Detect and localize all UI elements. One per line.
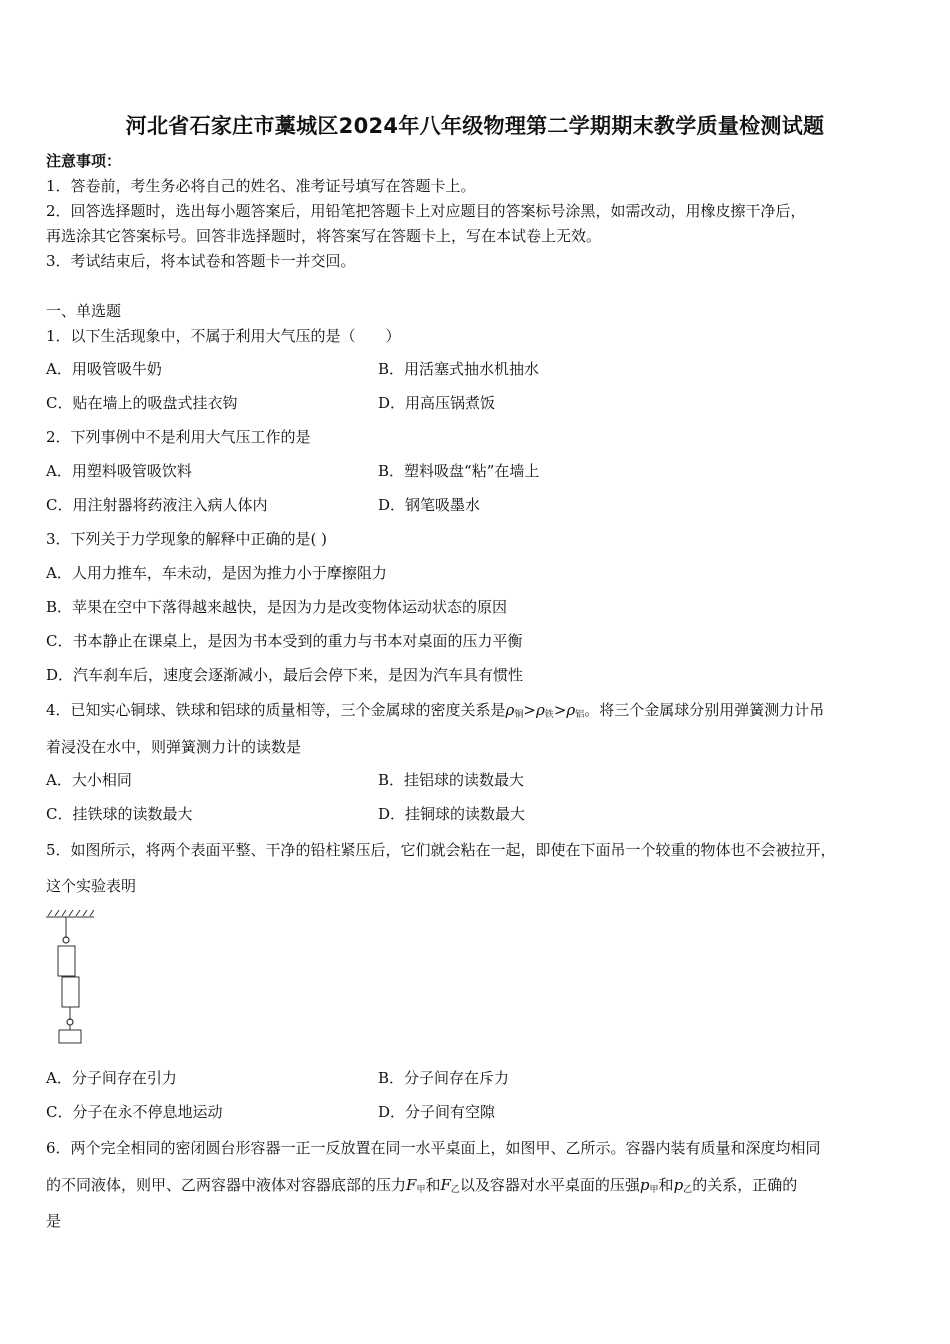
- question-stem-cont: 着浸没在水中，则弹簧测力计的读数是: [46, 738, 302, 756]
- option-c: C．挂铁球的读数最大: [46, 805, 193, 823]
- notice-item: 2．回答选择题时，选出每小题答案后，用铅笔把答题卡上对应题目的答案标号涂黑，如需改动，用橡皮擦干净后，: [46, 202, 806, 220]
- option-a: A．用吸管吸牛奶: [46, 360, 162, 378]
- option-a: A．用塑料吸管吸饮料: [46, 462, 192, 480]
- option-b: B．分子间存在斥力: [378, 1069, 510, 1087]
- option-b: B．挂铝球的读数最大: [378, 771, 525, 789]
- notice-item: 3．考试结束后，将本试卷和答题卡一并交回。: [46, 252, 356, 270]
- option-a: A．人用力推车，车未动，是因为推力小于摩擦阻力: [46, 564, 387, 582]
- option-b: B．塑料吸盘“粘”在墙上: [378, 462, 540, 480]
- question-stem: 1．以下生活现象中，不属于利用大气压的是（ ）: [46, 327, 401, 345]
- upper-lead-cylinder: [58, 946, 75, 976]
- question-stem-cont: 是: [46, 1212, 62, 1230]
- option-d: D．用高压锅煮饭: [378, 394, 496, 412]
- option-c: C．贴在墙上的吸盘式挂衣钩: [46, 394, 238, 412]
- option-a: A．分子间存在引力: [46, 1069, 177, 1087]
- option-c: C．书本静止在课桌上，是因为书本受到的重力与书本对桌面的压力平衡: [46, 632, 523, 650]
- section-heading: 一、单选题: [46, 302, 122, 320]
- question-stem: 6．两个完全相同的密闭圆台形容器一正一反放置在同一水平桌面上，如图甲、乙所示。容器内装有质量和深度均相同: [46, 1139, 821, 1157]
- option-c: C．用注射器将药液注入病人体内: [46, 496, 268, 514]
- option-d: D．分子间有空隙: [378, 1103, 496, 1121]
- question-stem: 3．下列关于力学现象的解释中正确的是( ): [46, 530, 328, 548]
- notice-item: 再选涂其它答案标号。回答非选择题时，将答案写在答题卡上，写在本试卷上无效。: [46, 227, 602, 245]
- question-stem-cont: 这个实验表明: [46, 877, 137, 895]
- option-d: D．钢笔吸墨水: [378, 496, 481, 514]
- ceiling-hatch: [46, 910, 94, 917]
- question-stem: 5．如图所示，将两个表面平整、干净的铅柱紧压后，它们就会粘在一起，即使在下面吊一个较重的物体也不会被拉开，: [46, 841, 836, 859]
- option-c: C．分子在永不停息地运动: [46, 1103, 223, 1121]
- option-b: B．用活塞式抽水机抽水: [378, 360, 540, 378]
- hanging-weight: [59, 1030, 81, 1043]
- lead-cylinders-figure: [44, 908, 98, 1048]
- option-d: D．汽车刹车后，速度会逐渐减小，最后会停下来，是因为汽车具有惯性: [46, 666, 524, 684]
- notice-heading: 注意事项：: [46, 152, 122, 170]
- question-stem: 4．已知实心铜球、铁球和铝球的质量相等，三个金属球的密度关系是$\rho_铜>\rho_铁>\rho_铝$。将三个金属球分别用弹簧测力计吊: [46, 701, 825, 720]
- question-stem: 2．下列事例中不是利用大气压工作的是: [46, 428, 311, 446]
- option-b: B．苹果在空中下落得越来越快，是因为力是改变物体运动状态的原因: [46, 598, 508, 616]
- notice-item: 1．答卷前，考生务必将自己的姓名、准考证号填写在答题卡上。: [46, 177, 476, 195]
- option-a: A．大小相同: [46, 771, 132, 789]
- page-title: 河北省石家庄市藁城区2024年八年级物理第二学期期末教学质量检测试题: [125, 114, 825, 138]
- lower-lead-cylinder: [62, 977, 79, 1007]
- question-stem-cont: 的不同液体，则甲、乙两容器中液体对容器底部的压力$F_甲$和$F_乙$以及容器对水平桌面的压强$p_甲$和$p_乙$的关系，正确的: [46, 1176, 798, 1195]
- option-d: D．挂铜球的读数最大: [378, 805, 526, 823]
